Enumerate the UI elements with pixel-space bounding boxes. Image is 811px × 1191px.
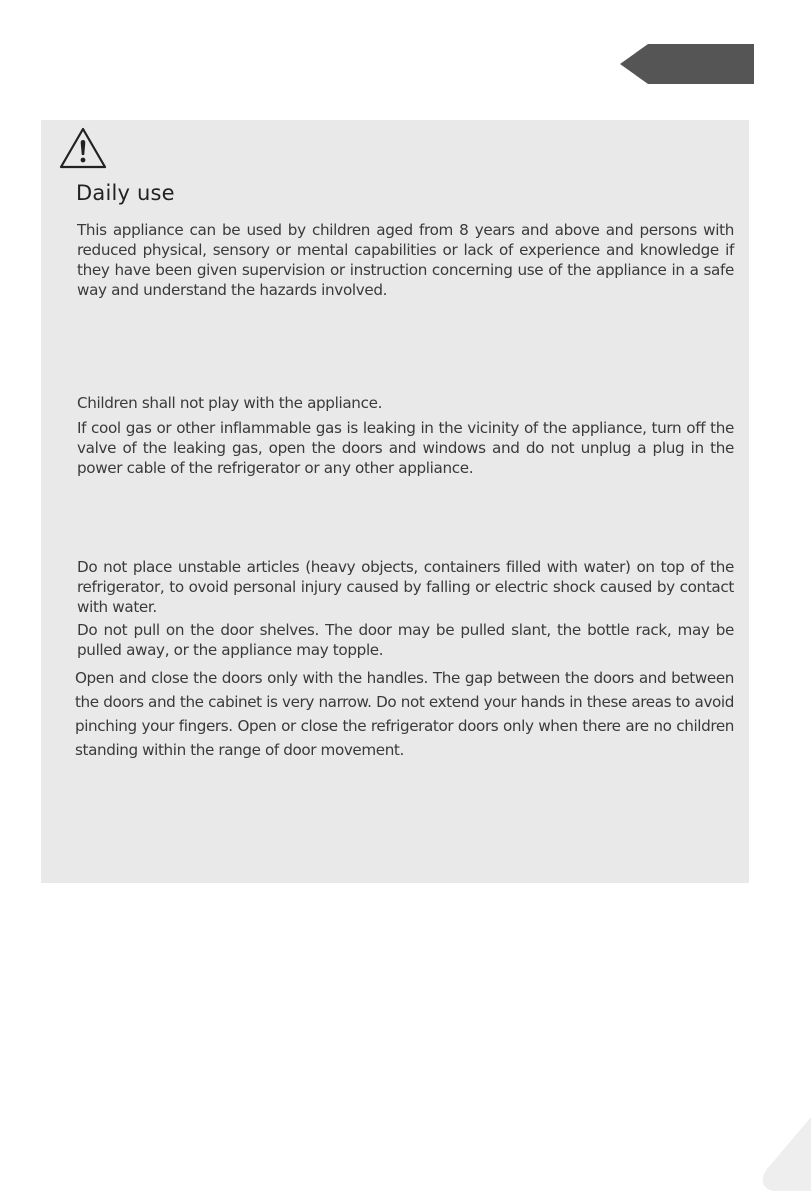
paragraph-door-handles: Open and close the doors only with the handles. The gap between the doors and between the doors and the cabinet is very narrow. Do not extend your hands in these areas to avoid pinching your fingers. Open or close the refrigerator doors only when there are no children standing within the range of door movement.	[75, 669, 734, 759]
paragraph-unstable-articles: Do not place unstable articles (heavy objects, containers filled with water) on top of the refrigerator, to ovoid personal injury caused by falling or electric shock caused by contact with water.	[77, 558, 734, 616]
page-corner-tab	[761, 1117, 811, 1191]
paragraph-gas-leak: If cool gas or other inflammable gas is leaking in the vicinity of the appliance, turn off the valve of the leaking gas, open the doors and windows and do not unplug a plug in the power cable of the refrigerator or any other appliance.	[77, 419, 734, 477]
paragraph-children-capabilities: This appliance can be used by children aged from 8 years and above and persons with reduced physical, sensory or mental capabilities or lack of experience and knowledge if they have been given supervision or instruction concerning use of the appliance in a safe way and understand the hazards involved.	[77, 221, 734, 299]
warning-icon	[58, 126, 108, 170]
paragraph-children-play: Children shall not play with the appliance.	[77, 394, 383, 412]
section-title: Daily use	[76, 181, 175, 205]
language-tab	[620, 44, 754, 84]
paragraph-door-shelves: Do not pull on the door shelves. The door may be pulled slant, the bottle rack, may be pulled away, or the appliance may topple.	[77, 621, 734, 659]
